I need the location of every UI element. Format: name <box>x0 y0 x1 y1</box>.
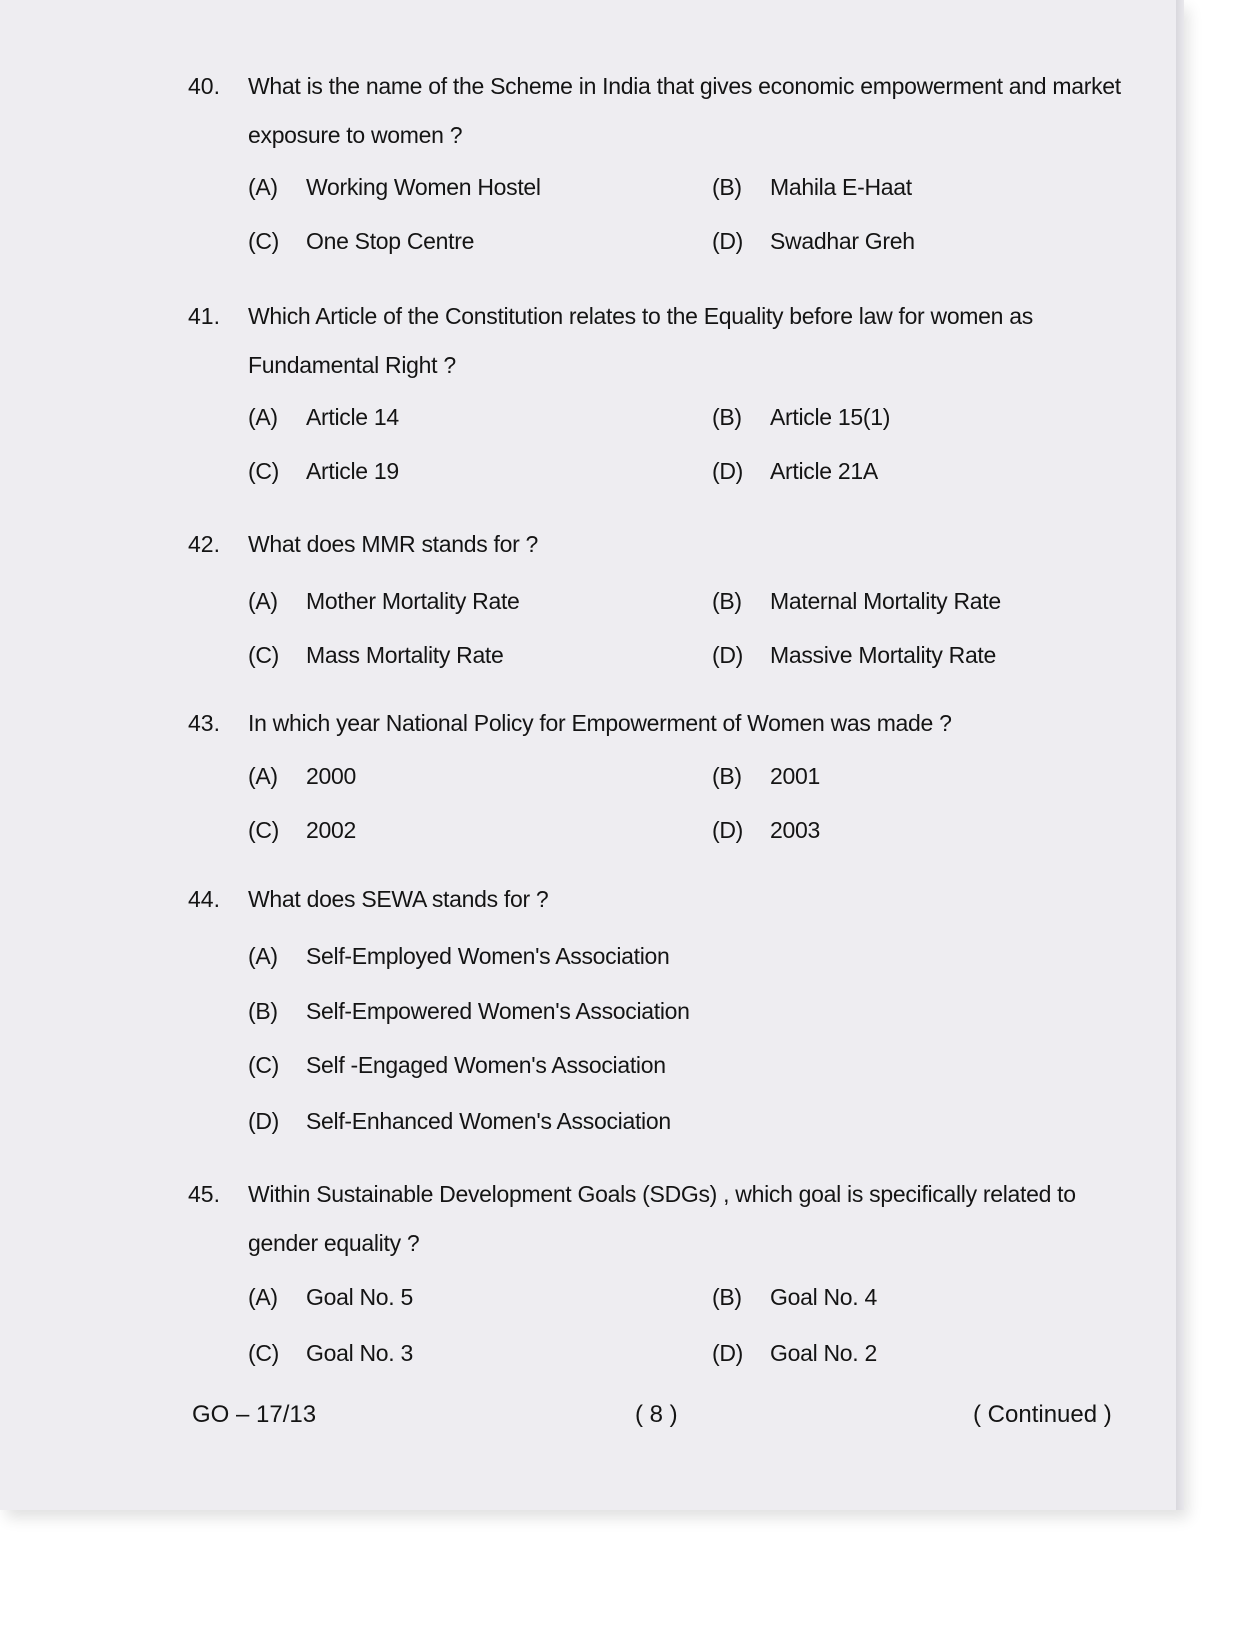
option-text: Goal No. 5 <box>306 1284 413 1310</box>
option-text: Article 14 <box>306 404 399 430</box>
option-43-c <box>248 815 356 845</box>
option-42-d <box>712 640 996 670</box>
option-label: (D) <box>712 642 744 668</box>
option-44-a <box>248 941 670 971</box>
option-text: Goal No. 3 <box>306 1340 413 1366</box>
option-text: Working Women Hostel <box>306 174 541 200</box>
option-label: (B) <box>712 588 742 614</box>
option-41-b <box>712 402 890 432</box>
option-label: (A) <box>248 763 278 789</box>
option-40-b <box>712 172 912 202</box>
option-text: Article 19 <box>306 458 399 484</box>
option-text: 2002 <box>306 817 356 843</box>
option-label: (C) <box>248 642 280 668</box>
option-label: (D) <box>248 1108 280 1134</box>
question-text: Which Article of the Constitution relates to the Equality before law for women as Fundamental Right ? <box>248 303 1033 378</box>
option-label: (A) <box>248 174 278 200</box>
option-text: Self -Engaged Women's Association <box>306 1052 666 1078</box>
option-text: Mass Mortality Rate <box>306 642 504 668</box>
option-label: (B) <box>712 763 742 789</box>
option-text: Article 21A <box>770 458 878 484</box>
option-44-c <box>248 1050 666 1080</box>
option-text: Self-Enhanced Women's Association <box>306 1108 671 1134</box>
option-43-b <box>712 761 820 791</box>
question-number: 44. <box>188 886 220 912</box>
option-45-d <box>712 1338 877 1368</box>
option-text: One Stop Centre <box>306 228 475 254</box>
option-label: (A) <box>248 1284 278 1310</box>
option-41-c <box>248 456 399 486</box>
option-label: (D) <box>712 817 744 843</box>
option-text: 2001 <box>770 763 820 789</box>
option-42-b <box>712 586 1001 616</box>
question-40 <box>188 62 1123 160</box>
option-42-a <box>248 586 520 616</box>
option-label: (B) <box>712 404 742 430</box>
question-text: What is the name of the Scheme in India that gives economic empowerment and market exposure to women ? <box>248 73 1121 148</box>
option-label: (C) <box>248 458 280 484</box>
option-label: (A) <box>248 943 278 969</box>
option-40-c <box>248 226 474 256</box>
question-number: 41. <box>188 303 220 329</box>
footer-page-number: ( 8 ) <box>635 1401 678 1428</box>
page-edge-shadow <box>1176 0 1184 1510</box>
option-text: Maternal Mortality Rate <box>770 588 1001 614</box>
question-42 <box>188 520 1123 569</box>
question-45 <box>188 1170 1123 1268</box>
question-text: What does SEWA stands for ? <box>248 886 549 912</box>
option-text: 2000 <box>306 763 356 789</box>
option-label: (C) <box>248 1340 280 1366</box>
option-text: Goal No. 4 <box>770 1284 877 1310</box>
question-number: 40. <box>188 73 220 99</box>
footer-continued: ( Continued ) <box>973 1401 1112 1428</box>
question-text: In which year National Policy for Empowerment of Women was made ? <box>248 710 952 736</box>
option-label: (A) <box>248 588 278 614</box>
question-number: 42. <box>188 531 220 557</box>
option-label: (D) <box>712 228 744 254</box>
option-label: (B) <box>248 998 278 1024</box>
option-40-d <box>712 226 915 256</box>
question-text: What does MMR stands for ? <box>248 531 539 557</box>
option-text: Massive Mortality Rate <box>770 642 997 668</box>
option-43-a <box>248 761 356 791</box>
question-number: 45. <box>188 1181 220 1207</box>
option-41-d <box>712 456 878 486</box>
question-number: 43. <box>188 710 220 736</box>
option-text: Goal No. 2 <box>770 1340 877 1366</box>
option-label: (C) <box>248 817 280 843</box>
option-label: (A) <box>248 404 278 430</box>
option-text: Self-Employed Women's Association <box>306 943 670 969</box>
question-text: Within Sustainable Development Goals (SDGs) , which goal is specifically related to gender equality ? <box>248 1181 1076 1256</box>
option-label: (B) <box>712 174 742 200</box>
option-40-a <box>248 172 541 202</box>
option-text: Self-Empowered Women's Association <box>306 998 690 1024</box>
option-43-d <box>712 815 820 845</box>
option-label: (D) <box>712 1340 744 1366</box>
option-label: (C) <box>248 1052 280 1078</box>
option-text: Mother Mortality Rate <box>306 588 520 614</box>
option-42-c <box>248 640 504 670</box>
option-text: Swadhar Greh <box>770 228 915 254</box>
option-45-a <box>248 1282 413 1312</box>
option-41-a <box>248 402 399 432</box>
option-label: (C) <box>248 228 280 254</box>
option-text: Mahila E-Haat <box>770 174 912 200</box>
question-43 <box>188 699 1123 748</box>
question-41 <box>188 292 1123 390</box>
option-44-d <box>248 1106 671 1136</box>
option-text: Article 15(1) <box>770 404 891 430</box>
option-text: 2003 <box>770 817 820 843</box>
question-44 <box>188 875 1123 924</box>
footer-paper-code: GO – 17/13 <box>192 1401 317 1428</box>
option-45-c <box>248 1338 413 1368</box>
option-45-b <box>712 1282 877 1312</box>
option-44-b <box>248 996 690 1026</box>
option-label: (D) <box>712 458 744 484</box>
option-label: (B) <box>712 1284 742 1310</box>
